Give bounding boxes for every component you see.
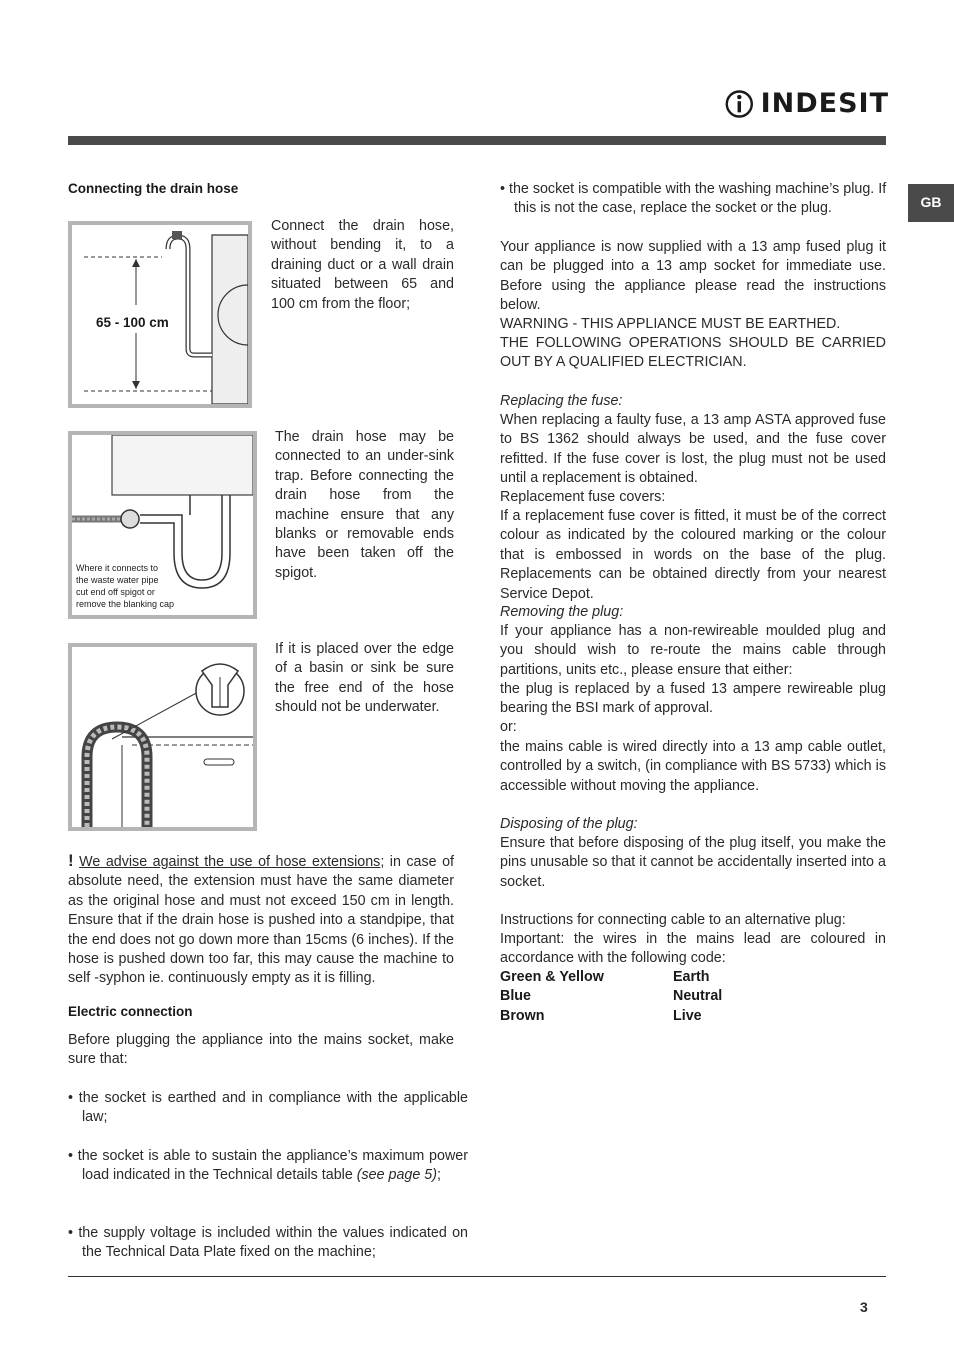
disposing-plug-title: Disposing of the plug: [500,816,638,832]
trap-caption-line: the waste water pipe [76,575,159,585]
bullet-socket-compatible: • the socket is compatible with the washing machine’s plug. If this is not the case, replace the socket or the plug. [500,181,887,217]
electric-connection-heading: Electric connection [68,1004,193,1019]
language-tab: GB [908,184,954,222]
replacing-fuse-text: When replacing a faulty fuse, a 13 amp ASTA approved fuse to BS 1362 should always be used, and the fuse cover refitted. If the fuse cover is lost, the plug must not be used until a replacement is obtained. [500,412,886,487]
warning-underlined: We advise against the use of hose extensions [79,854,381,870]
figure-basin-edge [68,643,257,831]
indesit-logo-icon [724,82,755,126]
drain-hose-heading: Connecting the drain hose [68,181,239,196]
drain-text-3: If it is placed over the edge of a basin or sink be sure the free end of the hose should not be underwater. [275,641,454,716]
bullet-supply-voltage: • the supply voltage is included within the values indicated on the Technical Data Plate fixed on the machine; [68,1225,468,1261]
warning-icon: ! [68,851,74,870]
trap-caption [76,562,174,610]
trap-caption-line: cut end off spigot or [76,587,155,597]
bullet-power-load-text: • the socket is able to sustain the appliance’s maximum power load indicated in the Technical details table [68,1148,468,1184]
wire-colour: Brown [500,1007,545,1024]
drain-text-2: The drain hose may be connected to an under-sink trap. Before connecting the drain hose from the machine ensure that any blanks or removable ends have been taken off the spigot. [275,429,454,581]
bottom-rule [68,1276,886,1277]
replacing-fuse-title: Replacing the fuse: [500,393,623,409]
bullet-power-load-end: ; [437,1167,442,1184]
removing-plug-title: Removing the plug: [500,604,624,620]
figure-drain-height [68,221,252,408]
bullet-power-load [68,1147,468,1186]
warning-text: ; in case of absolute need, the extension must have the same diameter as the original hose and must not exceed 150 cm in length. Ensure that if the drain hose is pushed into a standpipe, that the end does not go down more than 15cms (6 inches). If the hose is pushed down too far, this may cause the machine to self -syphon ie. continuously empty as it is filling. [68,854,454,987]
removing-plug-option-2: the mains cable is wired directly into a 13 amp cable outlet, controlled by a switch, (in compliance with BS 5733) which is accessible without moving the appliance. [500,739,886,794]
fuse-covers-text: If a replacement fuse cover is fitted, it must be of the correct colour as indicated by the coloured marking or the colour that is embossed in words on the base of the plug. Replacements can be obtained directly from your nearest Service Depot. [500,508,886,602]
wire-colour: Green & Yellow [500,969,604,985]
wire-meaning: Live [673,1007,702,1024]
disposing-plug-text: Ensure that before disposing of the plug itself, you make the pins unusable so that it cannot be accidentally inserted into a socket. [500,835,886,890]
figure-under-sink-trap [68,431,257,619]
brand-name: INDESIT [760,88,889,120]
removing-plug-text: If your appliance has a non-rewireable moulded plug and you should wish to re-route the mains cable through partitions, units etc., please ensure that either: [500,623,886,678]
wire-meaning: Neutral [673,988,723,1005]
top-rule [68,136,886,145]
bullet-socket-earthed: • the socket is earthed and in compliance with the applicable law; [68,1090,468,1126]
hose-extension-warning [68,851,454,989]
trap-caption-line: remove the blanking cap [76,599,175,609]
wire-colour-table [500,968,800,1026]
electric-intro: Before plugging the appliance into the mains socket, make sure that: [68,1032,454,1068]
wire-meaning: Earth [673,969,710,985]
earthed-warning: WARNING - THIS APPLIANCE MUST BE EARTHED. [500,316,841,332]
removing-plug-option-1: the plug is replaced by a fused 13 ampere rewireable plug bearing the BSI mark of approval. [500,681,886,717]
supply-paragraph: Your appliance is now supplied with a 13 amp fused plug it can be plugged into a 13 amp socket for immediate use. Before using the appliance please read the instructions below. [500,239,886,314]
height-range-label: 65 - 100 cm [96,315,169,330]
wire-row [500,968,800,987]
page-reference: (see page 5) [356,1167,438,1184]
removing-plug-or: or: [500,719,517,735]
electrician-warning: THE FOLLOWING OPERATIONS SHOULD BE CARRIED OUT BY A QUALIFIED ELECTRICIAN. [500,335,886,371]
alternative-plug-important: Important: the wires in the mains lead are coloured in accordance with the following code: [500,931,886,967]
alternative-plug-intro: Instructions for connecting cable to an alternative plug: [500,912,846,928]
basin-edge-illustration [72,647,253,827]
indesit-logo [724,82,889,126]
fuse-covers-title: Replacement fuse covers: [500,489,666,505]
trap-caption-line: Where it connects to [76,563,159,573]
page-number: 3 [860,1299,868,1315]
wire-colour: Blue [500,988,531,1005]
wire-row [500,987,800,1006]
drain-text-1: Connect the drain hose, without bending it, to a draining duct or a wall drain situated between 65 and 100 cm from the floor; [271,218,454,312]
wire-row [500,1007,800,1026]
